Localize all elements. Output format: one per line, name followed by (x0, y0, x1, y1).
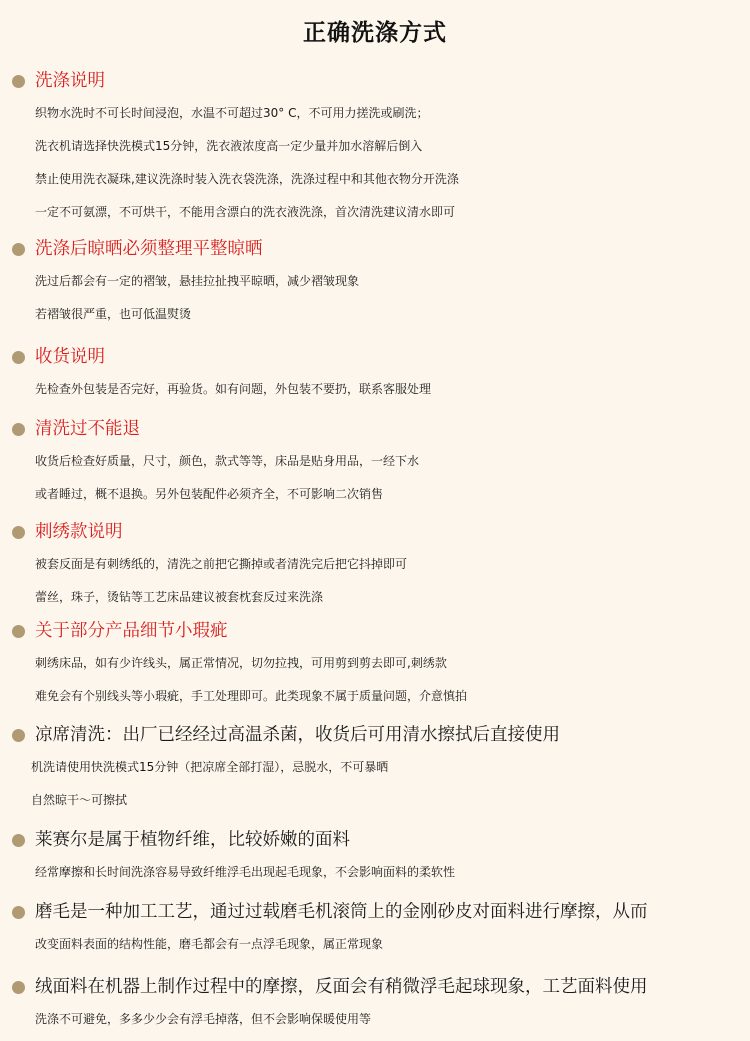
bullet-dot (12, 906, 25, 919)
text-line: 机洗请使用快洗模式15分钟（把凉席全部打湿），忌脱水，不可暴晒 (31, 760, 389, 774)
section-no-return (0, 415, 750, 511)
text-line: 织物水洗时不可长时间浸泡，水温不可超过30° C，不可用力搓洗或刷洗； (35, 106, 429, 120)
text-line: 收货后检查好质量，尺寸，颜色，款式等等，床品是贴身用品，一经下水 (35, 454, 420, 468)
text-line: 难免会有个别线头等小瑕疵，手工处理即可。此类现象不属于质量问题，介意慎拍 (35, 689, 468, 703)
section-heading: 磨毛是一种加工工艺，通过过载磨毛机滚筒上的金刚砂皮对面料进行摩擦，从而 (35, 902, 648, 922)
bullet-dot (12, 526, 25, 539)
bullet-dot (12, 729, 25, 742)
bullet-dot (12, 423, 25, 436)
section-minor-flaws (0, 617, 750, 713)
section-washing-instructions (0, 67, 750, 229)
text-line: 自然晾干～可擦拭 (31, 793, 128, 807)
section-brushed (0, 898, 750, 961)
bullet-dot (12, 75, 25, 88)
section-embroidery (0, 518, 750, 614)
section-heading: 清洗过不能退 (35, 419, 140, 439)
section-heading: 莱赛尔是属于植物纤维，比较娇嫩的面料 (35, 830, 350, 850)
section-drying (0, 235, 750, 331)
text-line: 洗衣机请选择快洗模式15分钟，洗衣液浓度高一定少量并加水溶解后倒入 (35, 139, 423, 153)
text-line: 禁止使用洗衣凝珠,建议洗涤时装入洗衣袋洗涤，洗涤过程中和其他衣物分开洗涤 (35, 172, 459, 186)
section-heading: 刺绣款说明 (35, 522, 123, 542)
bullet-dot (12, 981, 25, 994)
bullet-dot (12, 243, 25, 256)
bullet-dot (12, 351, 25, 364)
section-heading: 绒面料在机器上制作过程中的摩擦，反面会有稍微浮毛起球现象，工艺面料使用 (35, 977, 648, 997)
text-line: 蕾丝，珠子，烫钻等工艺床品建议被套枕套反过来洗涤 (35, 590, 324, 604)
section-lyocell (0, 826, 750, 889)
section-heading: 洗涤说明 (35, 71, 105, 91)
section-heading: 凉席清洗：出厂已经经过高温杀菌，收货后可用清水擦拭后直接使用 (35, 725, 560, 745)
text-line: 先检查外包装是否完好，再验货。如有问题，外包装不要扔，联系客服处理 (35, 382, 432, 396)
section-receipt (0, 343, 750, 406)
text-line: 一定不可氨漂，不可烘干，不能用含漂白的洗衣液洗涤，首次清洗建议清水即可 (35, 205, 456, 219)
page-title: 正确洗涤方式 (303, 20, 447, 46)
bullet-dot (12, 834, 25, 847)
bullet-dot (12, 625, 25, 638)
section-velvet (0, 973, 750, 1036)
section-heading: 收货说明 (35, 347, 105, 367)
text-line: 经常摩擦和长时间洗涤容易导致纤维浮毛出现起毛现象，不会影响面料的柔软性 (35, 865, 456, 879)
section-heading: 关于部分产品细节小瑕疵 (35, 621, 228, 641)
text-line: 刺绣床品，如有少许线头，属正常情况，切勿拉拽，可用剪到剪去即可,刺绣款 (35, 656, 447, 670)
text-line: 洗涤不可避免，多多少少会有浮毛掉落，但不会影响保暖使用等 (35, 1012, 372, 1026)
text-line: 被套反面是有刺绣纸的，清洗之前把它撕掉或者清洗完后把它抖掉即可 (35, 557, 408, 571)
section-heading: 洗涤后晾晒必须整理平整晾晒 (35, 239, 263, 259)
text-line: 改变面料表面的结构性能，磨毛都会有一点浮毛现象，属正常现象 (35, 937, 384, 951)
section-mat-cleaning (0, 721, 750, 817)
text-line: 若褶皱很严重，也可低温熨烫 (35, 307, 192, 321)
text-line: 或者睡过，概不退换。另外包装配件必须齐全，不可影响二次销售 (35, 487, 384, 501)
text-line: 洗过后都会有一定的褶皱，悬挂拉扯拽平晾晒，减少褶皱现象 (35, 274, 360, 288)
